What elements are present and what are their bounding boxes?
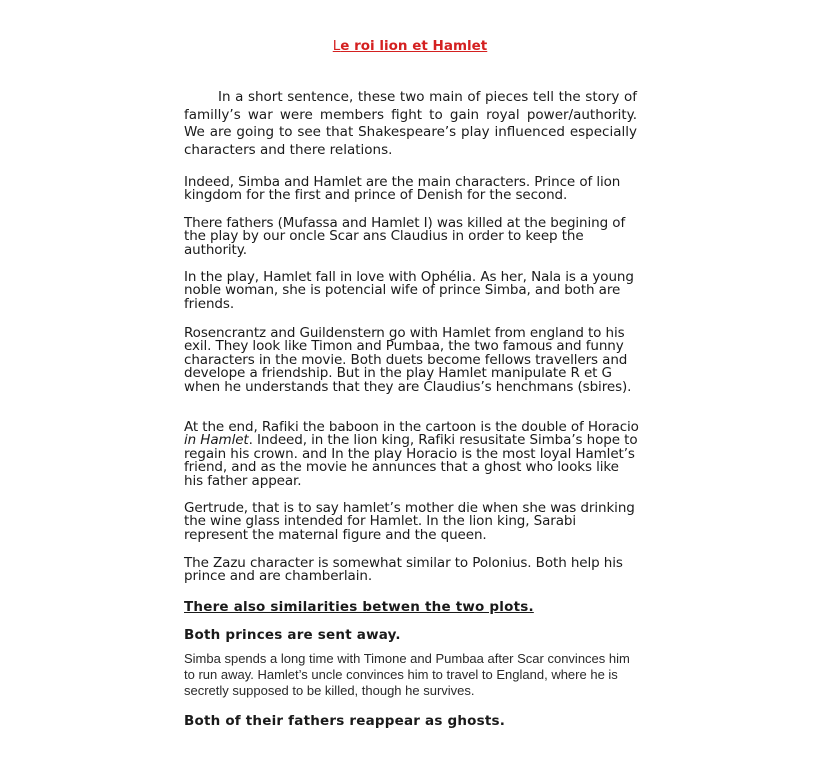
intro-paragraph: In a short sentence, these two main of pieces tell the story of familly’s war were members fight to gain royal power/authority. We are going to see that Shakespeare’s play influenced especially characters and there relations. [184,89,637,158]
paragraph-rafiki: At the end, Rafiki the baboon in the cartoon is the double of Horacio in Hamlet. Indeed, in the lion king, Rafiki resusitate Simba’s hope to regain his crown. and In the play Horacio is the most loyal Hamlet’s friend, and as the movie he annunces that a ghost who looks like his father appear. [184,419,639,489]
document-title: Le roi lion et Hamlet [332,38,488,54]
paragraph-gertrude: Gertrude, that is to say hamlet’s mother die when she was drinking the wine glass intended for Hamlet. In the lion king, Sarabi represent the maternal figure and the queen. [184,500,635,543]
paragraph-zazu: The Zazu character is somewhat similar to Polonius. Both help his prince and are chamberlain. [184,555,623,585]
heading-plots: There also similarities betwen the two plots. [184,599,534,615]
paragraph-simba-hamlet: Simba spends a long time with Timone and Pumbaa after Scar convinces him to run away. Hamlet’s uncle convinces him to travel to England, where he is secretly supposed to be killed, though he survives. [184,651,630,698]
paragraph-love: In the play, Hamlet fall in love with Ophélia. As her, Nala is a young noble woman, she is potencial wife of prince Simba, and both are friends. [184,269,634,312]
paragraph-fathers: There fathers (Mufassa and Hamlet I) was killed at the begining of the play by our oncle Scar ans Claudius in order to keep the authority. [184,215,626,258]
heading-fathers-ghosts: Both of their fathers reappear as ghosts. [184,713,506,729]
paragraph-duets: Rosencrantz and Guildenstern go with Hamlet from england to his exil. They look like Timon and Pumbaa, the two famous and funny characters in the movie. Both duets become fellows travellers and develope a friendship. But in the play Hamlet manipulate R et G when he understands that they are Claudius’s henchmans (sbires). [184,325,632,395]
paragraph-main-characters: Indeed, Simba and Hamlet are the main characters. Prince of lion kingdom for the first and prince of Denish for the second. [184,174,621,204]
heading-princes-sent-away: Both princes are sent away. [184,627,401,643]
